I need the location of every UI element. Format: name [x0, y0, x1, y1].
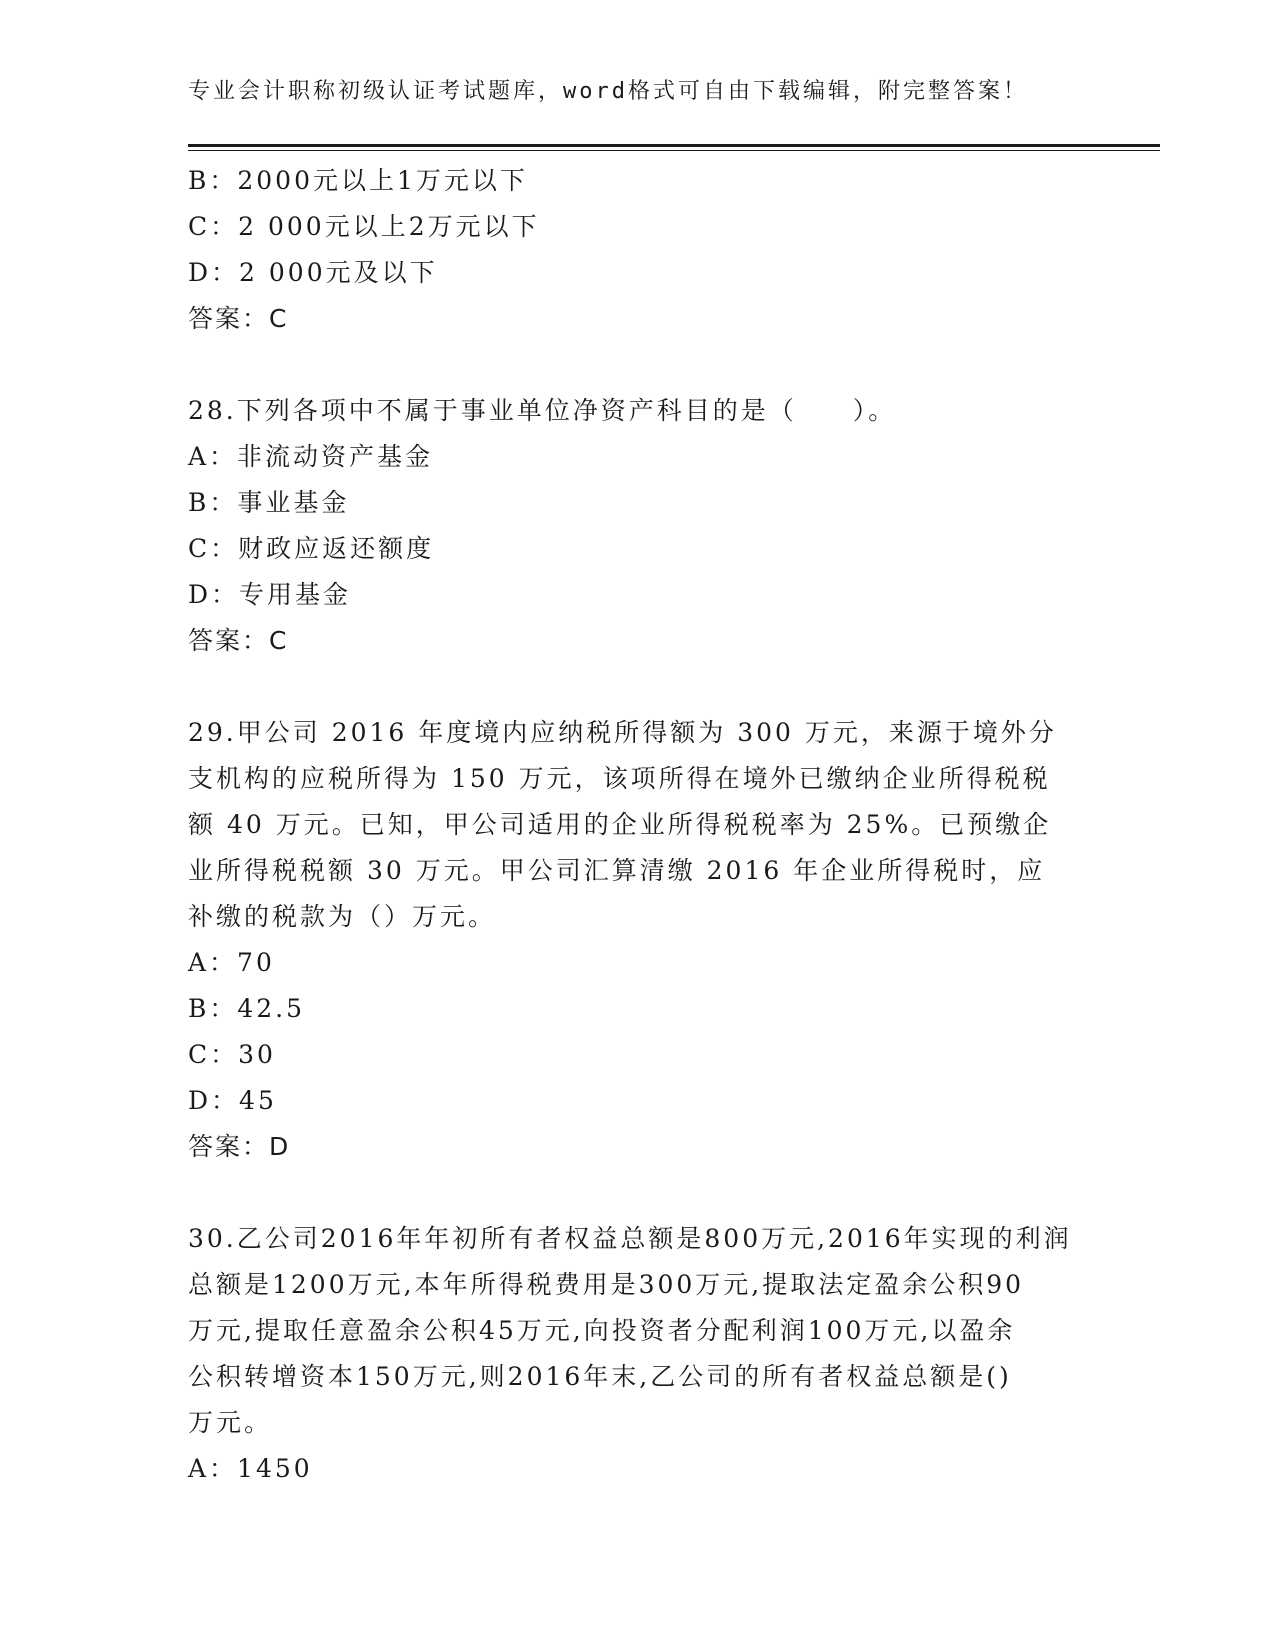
q28-stem: 28.下列各项中不属于事业单位净资产科目的是（ ）。: [188, 396, 897, 425]
q28-option-d: D：专用基金: [188, 580, 352, 609]
q29-stem-line: 29.甲公司 2016 年度境内应纳税所得额为 300 万元，来源于境外分: [188, 718, 1057, 747]
q27-option-b: B：2000元以上1万元以下: [188, 166, 528, 195]
q29-answer: 答案：D: [188, 1132, 291, 1161]
spacer: [188, 664, 1088, 710]
q29-option-a: A：70: [188, 948, 275, 977]
q28-option-b: B：事业基金: [188, 488, 350, 517]
q29-stem-line: 业所得税税额 30 万元。甲公司汇算清缴 2016 年企业所得税时，应: [188, 856, 1046, 885]
q29-option-d: D：45: [188, 1086, 277, 1115]
q29-option-b: B：42.5: [188, 994, 306, 1023]
header-rule-thin: [188, 150, 1160, 151]
q30-option-a: A：1450: [188, 1454, 313, 1483]
q27-option-c: C：2 000元以上2万元以下: [188, 212, 540, 241]
spacer: [188, 1170, 1088, 1216]
q29-stem-line: 补缴的税款为（）万元。: [188, 902, 497, 931]
q27-answer: 答案：C: [188, 304, 289, 333]
q30-stem-line: 万元,提取任意盈余公积45万元,向投资者分配利润100万元,以盈余: [188, 1316, 1016, 1345]
q30-stem-line: 万元。: [188, 1408, 273, 1437]
spacer: [188, 342, 1088, 388]
header-rule-thick: [188, 144, 1160, 147]
q28-option-c: C：财政应返还额度: [188, 534, 435, 563]
q28-answer: 答案：C: [188, 626, 289, 655]
q27-option-d: D：2 000元及以下: [188, 258, 438, 287]
q29-stem-line: 支机构的应税所得为 150 万元，该项所得在境外已缴纳企业所得税税: [188, 764, 1051, 793]
q30-stem-line: 总额是1200万元,本年所得税费用是300万元,提取法定盈余公积90: [188, 1270, 1025, 1299]
q29-option-c: C：30: [188, 1040, 276, 1069]
q28-option-a: A：非流动资产基金: [188, 442, 434, 471]
question-content: [188, 158, 1088, 1492]
page-header: 专业会计职称初级认证考试题库，word格式可自由下载编辑，附完整答案！: [188, 79, 1028, 104]
q30-stem-line: 公积转增资本150万元,则2016年末,乙公司的所有者权益总额是(): [188, 1362, 1012, 1391]
q29-stem-line: 额 40 万元。已知，甲公司适用的企业所得税税率为 25%。已预缴企: [188, 810, 1052, 839]
q30-stem-line: 30.乙公司2016年年初所有者权益总额是800万元,2016年实现的利润: [188, 1224, 1072, 1253]
